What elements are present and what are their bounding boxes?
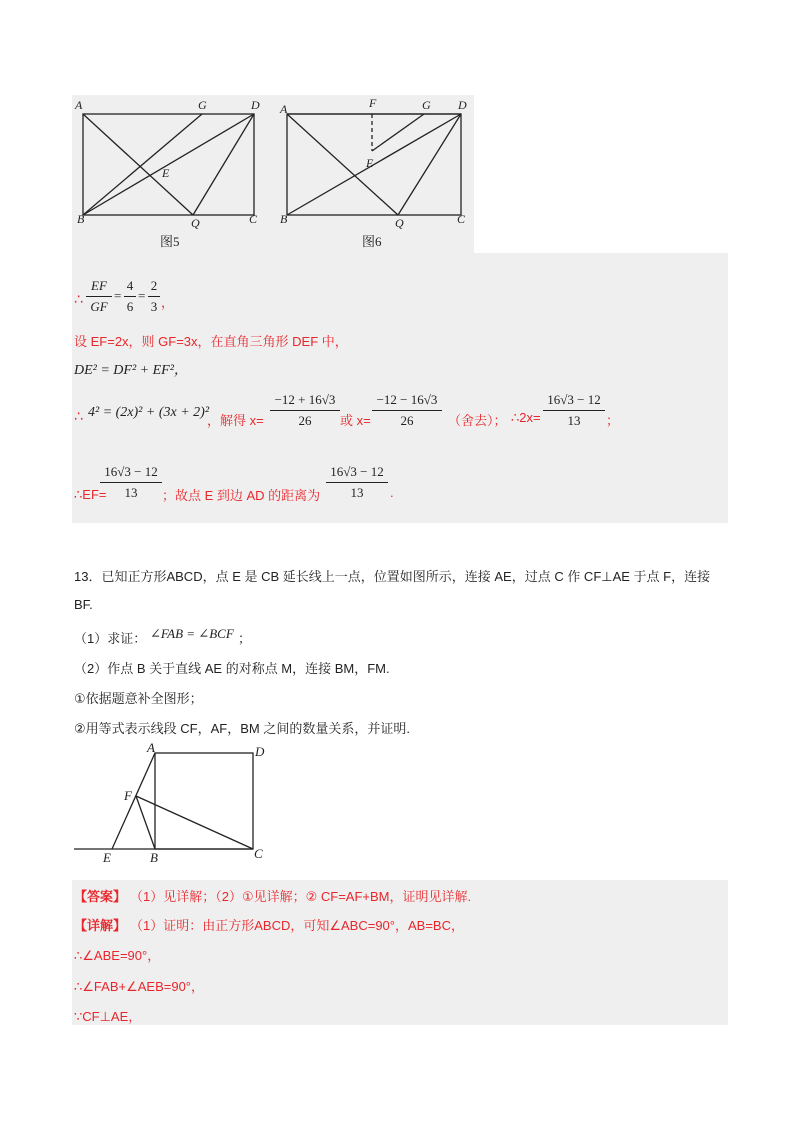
part1-prefix: （1）求证：: [74, 631, 147, 646]
fig5-label-B: B: [77, 212, 85, 226]
fig13-label-D: D: [255, 744, 265, 759]
ratio-frac-2-3: 2 3: [148, 278, 160, 315]
fig6-label-F: F: [369, 96, 377, 110]
answer-text: （1）见详解；（2）①见详解；② CF=AF+BM，证明见详解.: [130, 889, 472, 904]
fig6-label-C: C: [457, 212, 466, 226]
step2: ∴∠FAB+∠AEB=90°，: [74, 979, 205, 994]
fig5-label-A: A: [75, 98, 83, 112]
part1-suffix: ；: [238, 631, 252, 646]
square-ABCD: [155, 753, 253, 849]
detail-text: （1）证明：由正方形ABCD，可知∠ABC=90°，AB=BC，: [130, 918, 464, 933]
square-figure: [72, 740, 272, 870]
sub2-text: ②用等式表示线段 CF，AF，BM 之间的数量关系，并证明.: [74, 721, 410, 736]
distance-text: ；故点 E 到边 AD 的距离为: [162, 488, 321, 503]
root-x1: −12 + 16√3 26: [270, 392, 340, 429]
detail-tag: 【详解】: [74, 918, 127, 933]
fig5-label-G: G: [198, 98, 207, 112]
or-label: 或 x=: [340, 413, 371, 428]
sub1-text: ①依据题意补全图形；: [74, 691, 203, 706]
fig5-caption: 图5: [160, 234, 180, 249]
step3: ∵CF⊥AE，: [74, 1009, 142, 1024]
fig13-label-F: F: [124, 788, 132, 803]
quadratic-equation: 4² = (2x)² + (3x + 2)²: [88, 405, 210, 420]
two-x-value: 16√3 − 12 13: [543, 392, 605, 429]
ratio-frac-ef-gf: EF GF: [86, 278, 112, 315]
fig6-caption: 图6: [362, 234, 382, 249]
figures-5-6: [72, 95, 474, 253]
fig6-label-A: A: [280, 102, 288, 116]
fig6-label-D: D: [458, 98, 467, 112]
reject-note: （舍去）；: [448, 413, 507, 428]
pythagorean-equation: DE² = DF² + EF²，: [74, 363, 188, 378]
fig5-label-D: D: [251, 98, 260, 112]
fig13-label-C: C: [254, 846, 263, 861]
problem13-line1: 13．已知正方形ABCD，点 E 是 CB 延长线上一点，位置如图所示，连接 AE，过点 C 作 CF⊥AE 于点 F，连接: [74, 569, 711, 584]
answer-tag: 【答案】: [74, 889, 127, 904]
step1: ∴∠ABE=90°，: [74, 948, 161, 963]
fig5-label-C: C: [249, 212, 258, 226]
fig5-label-Q: Q: [191, 216, 200, 230]
ef-value: 16√3 − 12 13: [100, 464, 162, 501]
fig13-label-E: E: [103, 850, 111, 865]
problem13-line2: BF.: [74, 597, 93, 612]
fig6-label-Q: Q: [395, 216, 404, 230]
end-semicolon: ；: [606, 413, 620, 428]
therefore-symbol-2: ∴: [74, 408, 83, 424]
therefore-symbol: ∴: [74, 291, 83, 307]
fig6-label-G: G: [422, 98, 431, 112]
fig13-label-B: B: [150, 850, 158, 865]
ratio-frac-4-6: 4 6: [124, 278, 136, 315]
distance-value: 16√3 − 12 13: [326, 464, 388, 501]
ratio-comma: ，: [161, 295, 175, 310]
equals-1: =: [114, 288, 122, 303]
final-period: .: [390, 485, 394, 500]
root-x2: −12 − 16√3 26: [372, 392, 442, 429]
equals-2: =: [138, 288, 146, 303]
ef-label: ∴EF=: [74, 487, 107, 502]
set-line: 设 EF=2x，则 GF=3x，在直角三角形 DEF 中，: [74, 334, 348, 349]
part1-math: ∠FAB = ∠BCF: [150, 626, 234, 641]
two-x-label: ∴2x=: [511, 410, 541, 425]
fig6-label-E: E: [366, 156, 374, 170]
fig13-label-A: A: [147, 740, 155, 755]
fig5-label-E: E: [162, 166, 170, 180]
solve-label: ，解得 x=: [207, 413, 264, 428]
part2-text: （2）作点 B 关于直线 AE 的对称点 M，连接 BM，FM.: [74, 661, 390, 676]
fig6-label-B: B: [280, 212, 288, 226]
